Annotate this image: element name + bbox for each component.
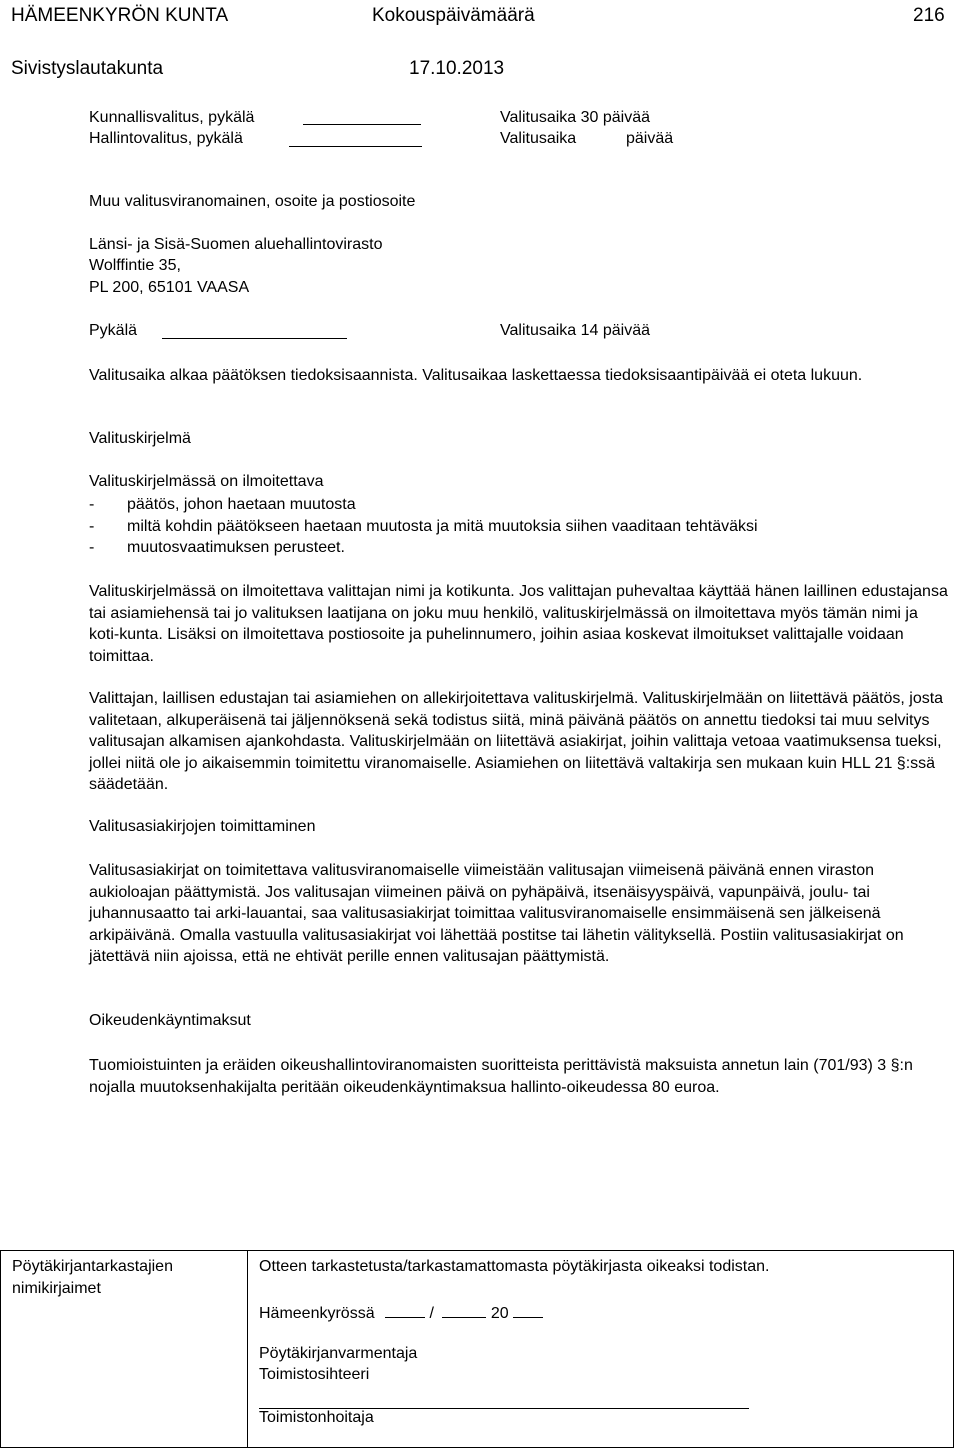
signer-title: Toimistonhoitaja (259, 1409, 374, 1426)
pykala-time: Valitusaika 14 päivää (500, 322, 651, 339)
verifier-title: Toimistosihteeri (259, 1366, 370, 1383)
valituskirjelma-heading: Valituskirjelmä (89, 430, 191, 447)
pykala-blank (162, 338, 347, 339)
required-items-list (89, 494, 949, 559)
month-blank (442, 1302, 486, 1318)
kunnallisvalitus-label: Kunnallisvalitus, pykälä (89, 109, 255, 126)
initials-label-line2: nimikirjaimet (12, 1280, 101, 1297)
place-date-line (259, 1302, 543, 1323)
other-authority-heading: Muu valitusviranomainen, osoite ja postiosoite (89, 193, 416, 210)
organization-name: HÄMEENKYRÖN KUNTA (11, 5, 229, 26)
document-type: Kokouspäivämäärä (372, 5, 535, 26)
maksut-paragraph: Tuomioistuinten ja eräiden oikeushallintoviranomaisten suoritteista perittävistä maksuista annetun lain (701/93) 3 §:n nojalla muutoksenhakijalta peritään oikeudenkäyntimaksua hallinto-oikeudessa 80 euroa. (89, 1057, 913, 1096)
authority-street: Wolffintie 35, (89, 257, 181, 274)
hallintovalitus-label: Hallintovalitus, pykälä (89, 130, 243, 147)
list-item: - miltä kohdin päätökseen haetaan muutosta ja mitä muutoksia siihen vaaditaan tehtäväksi (89, 517, 758, 535)
hallintovalitus-time-a: Valitusaika (500, 130, 577, 147)
hallintovalitus-blank (289, 146, 422, 147)
valituskirjelma-intro: Valituskirjelmässä on ilmoitettava (89, 473, 324, 490)
year-blank (513, 1302, 543, 1318)
page-number: 216 (913, 5, 945, 26)
certification-cell (248, 1251, 954, 1448)
date-slash: / (429, 1305, 434, 1322)
kunnallisvalitus-time: Valitusaika 30 päivää (500, 109, 651, 126)
initials-cell (1, 1251, 248, 1448)
valituskirjelma-paragraph-2: Valittajan, laillisen edustajan tai asiamiehen on allekirjoitettava valituskirjelmä. Valituskirjelmään on liitettävä päätös, josta valitetaan, alkuperäisenä tai jäljennöksenä sekä todistus siitä, minä päivänä päätös on annettu tiedoksi tai muu selvitys valitusajan alkamisen ajankohdasta. Valituskirjelmään on liitettävä asiakirjat, joihin valittaja vetoaa vaatimuksensa tueksi, jollei niitä ole jo aikaisemmin toimitettu viranomaiselle. Asiamiehen on liitettävä valtakirja sen mukaan kuin HLL 21 §:ssä säädetään. (89, 690, 944, 793)
place-name: Hämeenkyrössä (259, 1305, 375, 1322)
toimittaminen-heading: Valitusasiakirjojen toimittaminen (89, 818, 316, 835)
authority-postal: PL 200, 65101 VAASA (89, 279, 250, 296)
hallintovalitus-time-b: päivää (626, 130, 674, 147)
initials-label-line1: Pöytäkirjantarkastajien (12, 1258, 173, 1275)
meeting-date: 17.10.2013 (409, 58, 505, 79)
maksut-heading: Oikeudenkäyntimaksut (89, 1012, 251, 1029)
toimittaminen-paragraph: Valitusasiakirjat on toimitettava valitusviranomaiselle viimeistään valitusajan viimeisenä päivänä ennen viraston aukioloajan päättymistä. Jos valitusajan viimeinen päivä on pyhäpäivä, itsenäisyyspäivä, vapunpäivä, joulu- tai juhannusaatto tai arki-lauantai, saa valitusasiakirjat toimittaa valitusviranomaiselle ensimmäisenä sen jälkeisenä arkipäivänä. Omalla vastuulla valitusasiakirjat voi lähettää postitse tai lähetin välityksellä. Postiin valitusasiakirjat on jätettävä niin ajoissa, että ne ehtivät perille ennen valitusajan päättymistä. (89, 862, 904, 965)
appeal-start-note: Valitusaika alkaa päätöksen tiedoksisaannista. Valitusaikaa laskettaessa tiedoksisaantipäivää ei oteta lukuun. (89, 367, 863, 384)
certification-footer (0, 1250, 954, 1448)
list-item: - muutosvaatimuksen perusteet. (89, 539, 345, 556)
certification-text: Otteen tarkastetusta/tarkastamattomasta pöytäkirjasta oikeaksi todistan. (259, 1258, 770, 1275)
year-prefix: 20 (490, 1305, 509, 1322)
day-blank (385, 1302, 425, 1318)
committee-name: Sivistyslautakunta (11, 58, 164, 79)
verifier-label: Pöytäkirjanvarmentaja (259, 1345, 418, 1362)
pykala-label: Pykälä (89, 322, 138, 339)
kunnallisvalitus-blank (303, 124, 421, 125)
list-item: - päätös, johon haetaan muutosta (89, 496, 356, 513)
valituskirjelma-paragraph-1: Valituskirjelmässä on ilmoitettava valittajan nimi ja kotikunta. Jos valittajan puhevaltaa käyttää hänen laillinen edustajansa tai asiamiehensä tai jo valituksen laatijana on joku muu henkilö, valituskirjelmässä on ilmoitettava myös tämän nimi ja koti-kunta. Lisäksi on ilmoitettava postiosoite ja puhelinnumero, joihin asiaa koskevat ilmoitukset valittajalle voidaan toimittaa. (89, 583, 948, 665)
authority-name: Länsi- ja Sisä-Suomen aluehallintovirasto (89, 236, 383, 253)
